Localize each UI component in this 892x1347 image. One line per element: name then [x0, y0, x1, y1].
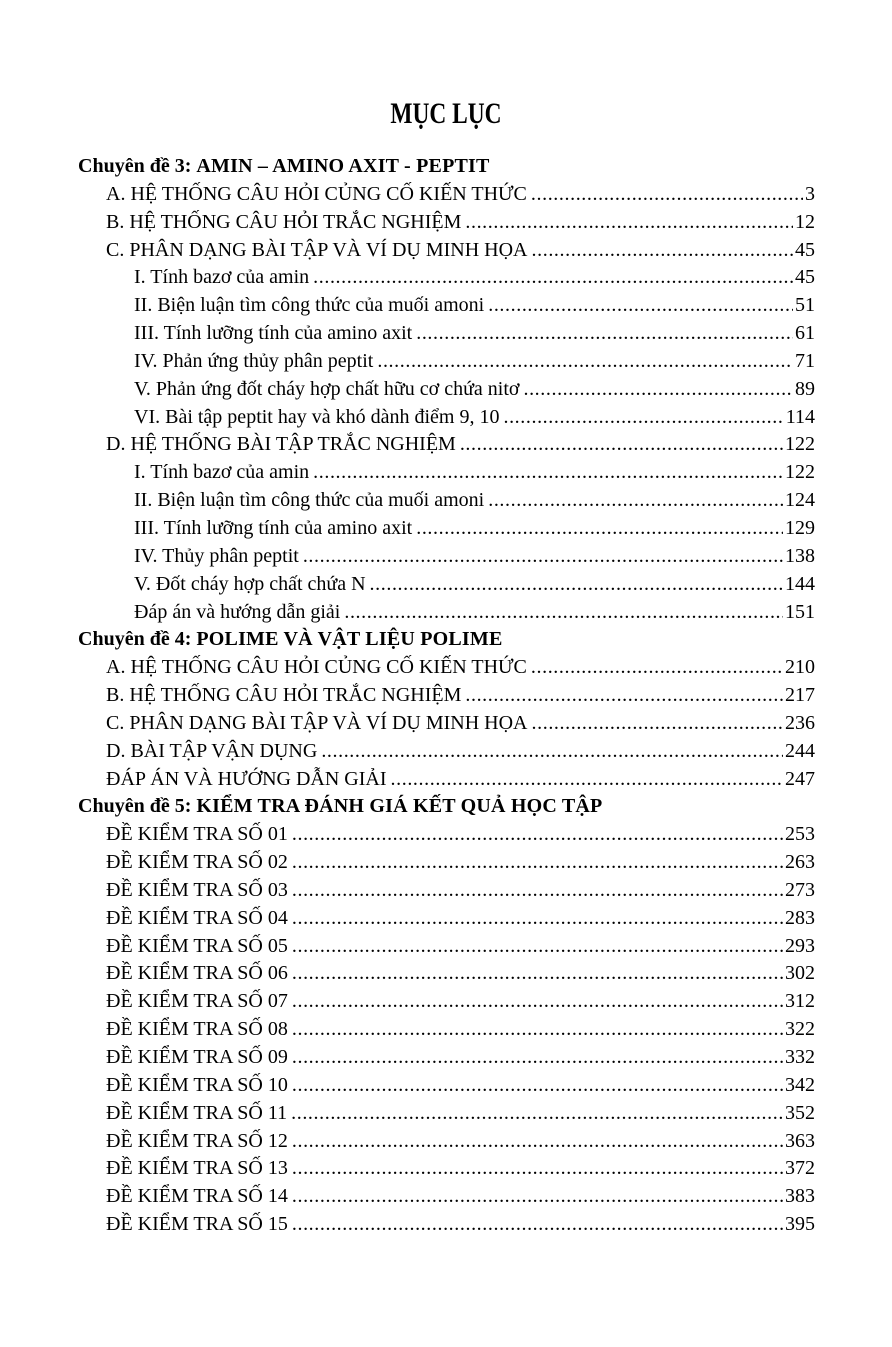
toc-entry-label: ĐỀ KIỂM TRA SỐ 14: [106, 1185, 288, 1208]
dot-leader: [532, 710, 783, 738]
toc-subsection-entry[interactable]: [78, 292, 815, 320]
toc-entry-label: III. Tính lưỡng tính của amino axit: [134, 322, 413, 345]
toc-page-number: 283: [785, 906, 815, 929]
toc-page-number: 3: [805, 182, 815, 205]
chapter-heading[interactable]: [78, 153, 815, 181]
toc-section-entry[interactable]: [78, 1128, 815, 1156]
chapter-heading[interactable]: [78, 626, 815, 654]
toc-section-entry[interactable]: [78, 849, 815, 877]
toc-page-number: 89: [795, 377, 815, 400]
toc-subsection-entry[interactable]: [78, 348, 815, 376]
chapter-title: POLIME VÀ VẬT LIỆU POLIME: [196, 628, 503, 651]
toc-section-entry[interactable]: [78, 766, 815, 794]
toc-entry-label: D. BÀI TẬP VẬN DỤNG: [106, 739, 318, 762]
toc-entry-label: ĐỀ KIỂM TRA SỐ 01: [106, 823, 288, 846]
toc-page-number: 293: [785, 934, 815, 957]
toc-page-number: 138: [785, 544, 815, 567]
dot-leader: [523, 376, 793, 404]
toc-subsection-entry[interactable]: [78, 571, 815, 599]
toc-page-number: 363: [785, 1129, 815, 1152]
toc-page-number: 383: [785, 1185, 815, 1208]
toc-subsection-entry[interactable]: [78, 320, 815, 348]
toc-section-entry[interactable]: [78, 738, 815, 766]
toc-entry-label: ĐỀ KIỂM TRA SỐ 07: [106, 990, 288, 1013]
toc-entry-label: ĐỀ KIỂM TRA SỐ 05: [106, 934, 288, 957]
dot-leader: [292, 1044, 783, 1072]
toc-section-entry[interactable]: [78, 1155, 815, 1183]
toc-entry-label: VI. Bài tập peptit hay và khó dành điểm 9, 10: [134, 405, 500, 428]
toc-entry-label: ĐỀ KIỂM TRA SỐ 15: [106, 1213, 288, 1236]
toc-entry-label: Đáp án và hướng dẫn giải: [134, 600, 341, 623]
dot-leader: [488, 487, 783, 515]
toc-page-number: 332: [785, 1046, 815, 1068]
toc-page-number: 372: [785, 1157, 815, 1180]
toc-section-entry[interactable]: [78, 1072, 815, 1100]
dot-leader: [292, 849, 783, 877]
toc-subsection-entry[interactable]: [78, 459, 815, 487]
toc-entry-label: IV. Phản ứng thủy phân peptit: [134, 349, 374, 372]
toc-page-number: 322: [785, 1018, 815, 1041]
toc-page-number: 236: [785, 711, 815, 734]
toc-entry-label: D. HỆ THỐNG BÀI TẬP TRẮC NGHIỆM: [106, 433, 456, 456]
dot-leader: [532, 237, 793, 265]
dot-leader: [292, 1155, 783, 1183]
dot-leader: [292, 1016, 783, 1044]
toc-entry-label: ĐÁP ÁN VÀ HƯỚNG DẪN GIẢI: [106, 767, 387, 790]
chapter-title: KIỂM TRA ĐÁNH GIÁ KẾT QUẢ HỌC TẬP: [196, 795, 603, 818]
toc-section-entry[interactable]: [78, 237, 815, 265]
dot-leader: [292, 877, 783, 905]
toc-page-number: 61: [795, 322, 815, 345]
toc-page-number: 312: [785, 990, 815, 1013]
toc-section-entry[interactable]: [78, 654, 815, 682]
toc-page-number: 352: [785, 1101, 815, 1124]
dot-leader: [292, 1211, 783, 1239]
chapter-number: Chuyên đề 3:: [78, 155, 192, 177]
toc-section-entry[interactable]: [78, 905, 815, 933]
toc-page-number: 124: [785, 489, 815, 512]
toc-section-entry[interactable]: [78, 181, 815, 209]
dot-leader: [531, 181, 803, 209]
toc-page-number: 122: [785, 433, 815, 456]
dot-leader: [460, 431, 783, 459]
toc-entry-label: ĐỀ KIỂM TRA SỐ 06: [106, 962, 288, 985]
toc-page-number: 395: [785, 1213, 815, 1236]
dot-leader: [292, 1128, 783, 1156]
toc-entry-label: III. Tính lưỡng tính của amino axit: [134, 516, 413, 539]
toc-page-number: 129: [785, 516, 815, 539]
toc-section-entry[interactable]: [78, 1211, 815, 1239]
chapter-number: Chuyên đề 4:: [78, 628, 192, 651]
dot-leader: [292, 1072, 783, 1100]
dot-leader: [292, 960, 783, 988]
toc-section-entry[interactable]: [78, 821, 815, 849]
toc-entry-label: II. Biện luận tìm công thức của muối amoni: [134, 294, 485, 317]
dot-leader: [531, 654, 783, 682]
dot-leader: [416, 320, 793, 348]
dot-leader: [292, 988, 783, 1016]
toc-entry-label: I. Tính bazơ của amin: [134, 266, 310, 289]
dot-leader: [488, 292, 793, 320]
toc-page-number: 210: [785, 656, 815, 679]
dot-leader: [303, 543, 783, 571]
toc-page-number: 45: [795, 266, 815, 289]
dot-leader: [292, 933, 783, 961]
toc-entry-label: V. Đốt cháy hợp chất chứa N: [134, 572, 366, 595]
toc-page-number: 151: [785, 600, 815, 623]
toc-entry-label: C. PHÂN DẠNG BÀI TẬP VÀ VÍ DỤ MINH HỌA: [106, 711, 528, 734]
toc-entry-label: A. HỆ THỐNG CÂU HỎI CỦNG CỐ KIẾN THỨC: [106, 656, 527, 679]
toc-entry-label: ĐỀ KIỂM TRA SỐ 03: [106, 878, 288, 901]
toc-page-number: 263: [785, 851, 815, 874]
toc-page-number: 12: [795, 210, 815, 233]
dot-leader: [377, 348, 793, 376]
toc-section-entry[interactable]: [78, 209, 815, 237]
toc-subsection-entry[interactable]: [78, 515, 815, 543]
toc-entry-label: I. Tính bazơ của amin: [134, 461, 310, 484]
toc-entry-label: ĐỀ KIỂM TRA SỐ 13: [106, 1157, 288, 1180]
dot-leader: [292, 821, 783, 849]
toc-page-number: 144: [785, 572, 815, 595]
toc-page-number: 342: [785, 1073, 815, 1096]
toc-page-number: 253: [785, 823, 815, 846]
dot-leader: [465, 209, 793, 237]
dot-leader: [370, 571, 783, 599]
toc-entry-label: ĐỀ KIỂM TRA SỐ 11: [106, 1101, 288, 1124]
toc-entry-label: ĐỀ KIỂM TRA SỐ 12: [106, 1129, 288, 1152]
toc-entry-label: B. HỆ THỐNG CÂU HỎI TRẮC NGHIỆM: [106, 210, 462, 233]
toc-subsection-entry[interactable]: [78, 543, 815, 571]
toc-subsection-entry[interactable]: [78, 376, 815, 404]
chapter-number: Chuyên đề 5:: [78, 795, 192, 818]
toc-entry-label: ĐỀ KIỂM TRA SỐ 10: [106, 1073, 288, 1096]
toc-section-entry[interactable]: [78, 877, 815, 905]
dot-leader: [291, 1100, 783, 1128]
toc-entry-label: B. HỆ THỐNG CÂU HỎI TRẮC NGHIỆM: [106, 684, 462, 707]
toc-page-number: 51: [795, 294, 815, 317]
toc-section-entry[interactable]: [78, 933, 815, 961]
toc-subsection-entry[interactable]: [78, 599, 815, 627]
toc-page-number: 114: [785, 405, 815, 428]
toc-entry-label: ĐỀ KIỂM TRA SỐ 08: [106, 1018, 288, 1041]
toc-entry-label: II. Biện luận tìm công thức của muối amoni: [134, 489, 485, 512]
toc-subsection-entry[interactable]: [78, 404, 815, 432]
toc-entry-label: IV. Thủy phân peptit: [134, 544, 299, 567]
toc-page-number: 45: [795, 238, 815, 261]
toc-section-entry[interactable]: [78, 1183, 815, 1211]
toc-subsection-entry[interactable]: [78, 264, 815, 292]
toc-section-entry[interactable]: [78, 710, 815, 738]
chapter-heading[interactable]: [78, 793, 815, 821]
dot-leader: [465, 682, 783, 710]
page-title: MỤC LỤC: [390, 97, 502, 130]
toc-entry-label: ĐỀ KIỂM TRA SỐ 02: [106, 851, 288, 874]
dot-leader: [391, 766, 783, 794]
toc-page-number: 71: [795, 349, 815, 372]
toc-page-number: 217: [785, 684, 815, 707]
toc-section-entry[interactable]: [78, 1044, 815, 1072]
dot-leader: [313, 459, 783, 487]
dot-leader: [292, 1183, 783, 1211]
toc-subsection-entry[interactable]: [78, 487, 815, 515]
dot-leader: [313, 264, 793, 292]
toc-entry-label: A. HỆ THỐNG CÂU HỎI CỦNG CỐ KIẾN THỨC: [106, 182, 527, 205]
toc-section-entry[interactable]: [78, 1016, 815, 1044]
toc-section-entry[interactable]: [78, 960, 815, 988]
dot-leader: [292, 905, 783, 933]
toc-page-number: 122: [785, 461, 815, 484]
toc-entry-label: ĐỀ KIỂM TRA SỐ 04: [106, 906, 288, 929]
dot-leader: [344, 599, 783, 627]
dot-leader: [321, 738, 783, 766]
toc-section-entry[interactable]: [78, 431, 815, 459]
toc-section-entry[interactable]: [78, 988, 815, 1016]
toc-section-entry[interactable]: [78, 682, 815, 710]
toc-page-number: 244: [785, 739, 815, 762]
toc-entry-label: V. Phản ứng đốt cháy hợp chất hữu cơ chứa nitơ: [134, 377, 520, 400]
toc-entry-label: C. PHÂN DẠNG BÀI TẬP VÀ VÍ DỤ MINH HỌA: [106, 238, 528, 261]
chapter-title: AMIN – AMINO AXIT - PEPTIT: [196, 155, 490, 177]
toc-section-entry[interactable]: [78, 1100, 815, 1128]
toc-page-number: 302: [785, 962, 815, 985]
toc-page-number: 273: [785, 878, 815, 901]
toc-page-number: 247: [785, 767, 815, 790]
dot-leader: [503, 404, 783, 432]
dot-leader: [416, 515, 783, 543]
table-of-contents: [78, 153, 815, 1239]
toc-entry-label: ĐỀ KIỂM TRA SỐ 09: [106, 1046, 288, 1068]
